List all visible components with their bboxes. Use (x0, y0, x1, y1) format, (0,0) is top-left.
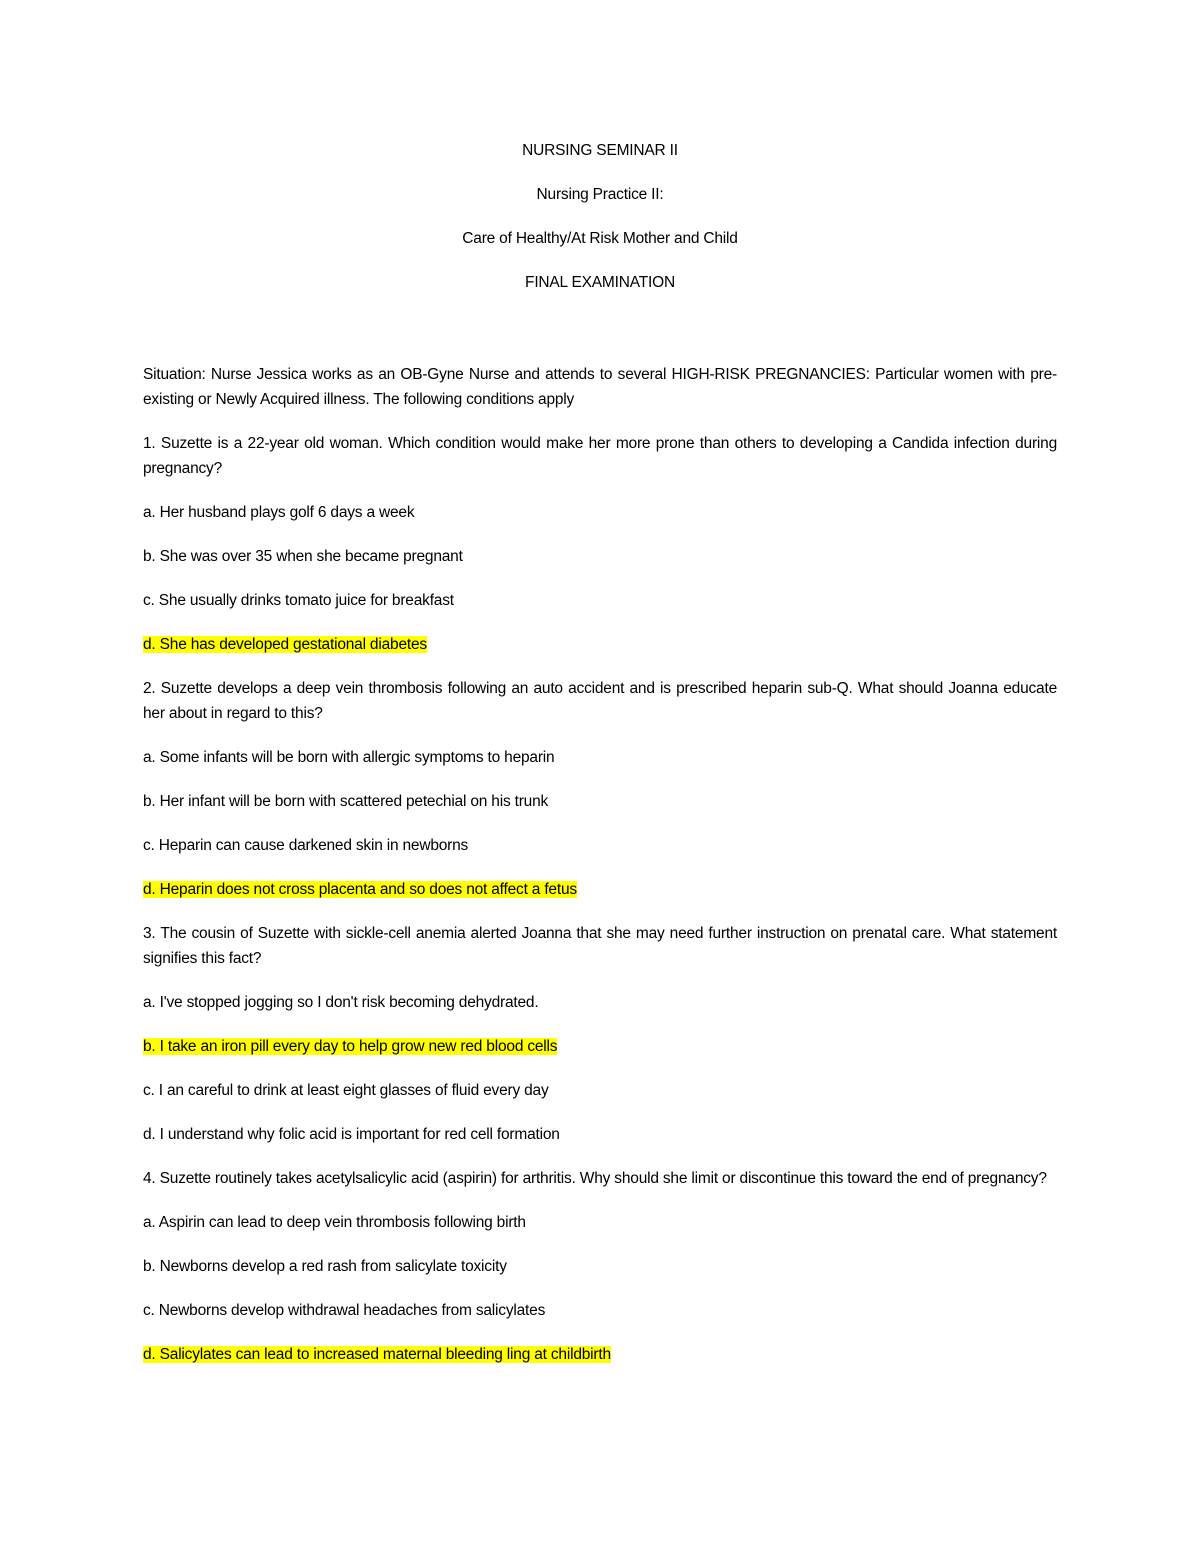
option-c (143, 833, 1057, 858)
option-text: b. Newborns develop a red rash from salicylate toxicity (143, 1258, 507, 1275)
option-text: b. Her infant will be born with scattered petechial on his trunk (143, 793, 549, 810)
option-b (143, 789, 1057, 814)
option-text: a. Her husband plays golf 6 days a week (143, 504, 415, 521)
option-text: a. I've stopped jogging so I don't risk becoming dehydrated. (143, 994, 539, 1011)
option-d-answer (143, 877, 1057, 902)
subject-title: Care of Healthy/At Risk Mother and Child (462, 230, 738, 247)
option-d-answer (143, 632, 1057, 657)
option-text: a. Some infants will be born with allergic symptoms to heparin (143, 749, 555, 766)
option-a (143, 990, 1057, 1015)
option-d-answer (143, 1342, 1057, 1367)
option-d (143, 1122, 1057, 1147)
option-c (143, 1078, 1057, 1103)
highlighted-answer: b. I take an iron pill every day to help grow new red blood cells (143, 1038, 558, 1055)
exam-title: FINAL EXAMINATION (525, 274, 675, 291)
option-a (143, 500, 1057, 525)
option-a (143, 745, 1057, 770)
highlighted-answer: d. She has developed gestational diabetes (143, 636, 427, 653)
option-text: a. Aspirin can lead to deep vein thrombosis following birth (143, 1214, 526, 1231)
course-title: NURSING SEMINAR II (522, 142, 678, 159)
highlighted-answer: d. Heparin does not cross placenta and so does not affect a fetus (143, 881, 577, 898)
option-text: c. Newborns develop withdrawal headaches from salicylates (143, 1302, 546, 1319)
question-2 (143, 676, 1057, 902)
exam-header (0, 140, 1200, 316)
highlighted-answer: d. Salicylates can lead to increased maternal bleeding ling at childbirth (143, 1346, 611, 1363)
option-text: c. I an careful to drink at least eight glasses of fluid every day (143, 1082, 549, 1099)
exam-body (143, 362, 1057, 1386)
option-b (143, 1254, 1057, 1279)
option-text: d. I understand why folic acid is important for red cell formation (143, 1126, 560, 1143)
option-b (143, 544, 1057, 569)
question-1 (143, 431, 1057, 657)
option-a (143, 1210, 1057, 1235)
option-c (143, 1298, 1057, 1323)
option-text: c. She usually drinks tomato juice for breakfast (143, 592, 454, 609)
option-text: b. She was over 35 when she became pregnant (143, 548, 463, 565)
question-4 (143, 1166, 1057, 1367)
question-stem: 4. Suzette routinely takes acetylsalicylic acid (aspirin) for arthritis. Why should she limit or discontinue this toward the end of pregnancy? (143, 1170, 1047, 1187)
option-c (143, 588, 1057, 613)
question-stem: 1. Suzette is a 22-year old woman. Which condition would make her more prone than others to developing a Candida infection during pregnancy? (143, 435, 1057, 477)
practice-title: Nursing Practice II: (536, 186, 664, 203)
question-3 (143, 921, 1057, 1147)
question-stem: 2. Suzette develops a deep vein thrombosis following an auto accident and is prescribed heparin sub-Q. What should Joanna educate her about in regard to this? (143, 680, 1057, 722)
question-stem: 3. The cousin of Suzette with sickle-cell anemia alerted Joanna that she may need further instruction on prenatal care. What statement signifies this fact? (143, 925, 1057, 967)
option-b-answer (143, 1034, 1057, 1059)
situation-text: Situation: Nurse Jessica works as an OB-Gyne Nurse and attends to several HIGH-RISK PREGNANCIES: Particular women with pre-existing or Newly Acquired illness. The following conditions apply (143, 366, 1057, 408)
option-text: c. Heparin can cause darkened skin in newborns (143, 837, 469, 854)
